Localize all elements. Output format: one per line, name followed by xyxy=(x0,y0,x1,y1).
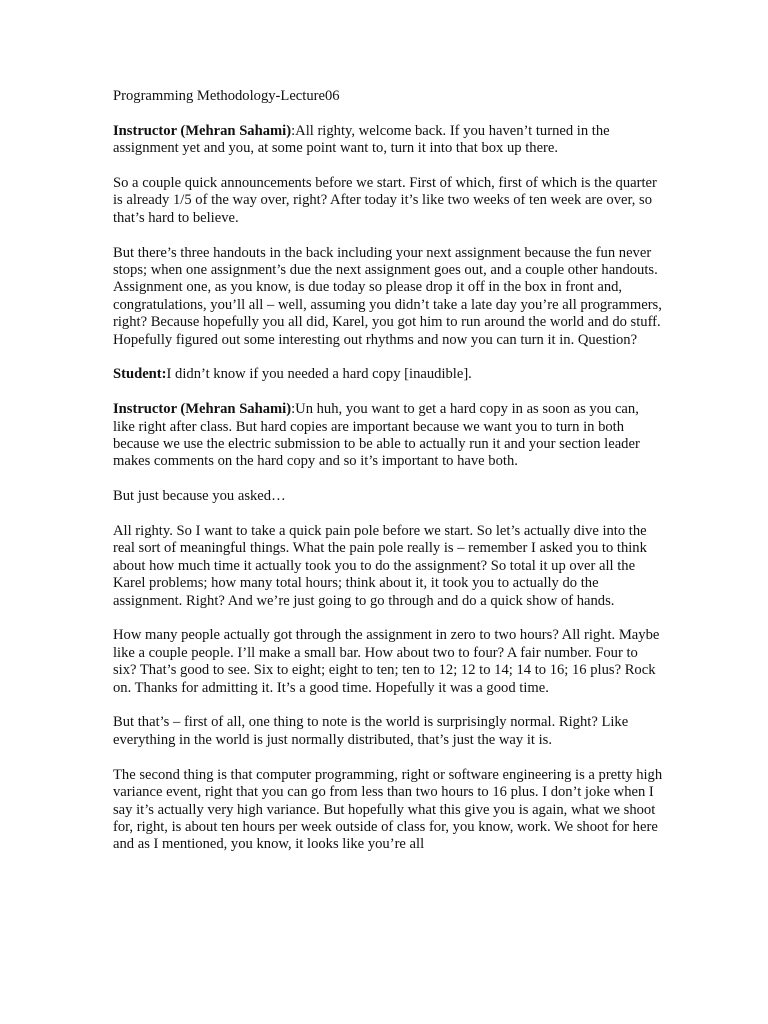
paragraph-8 xyxy=(113,627,663,697)
paragraph-6 xyxy=(113,488,663,505)
paragraph-text: So a couple quick announcements before we start. First of which, first of which is the quarter is already 1/5 of the way over, right? After today it’s like two weeks of ten week are over, so that’s hard to believe. xyxy=(113,175,657,226)
paragraph-10 xyxy=(113,767,663,854)
speaker-label: Instructor (Mehran Sahami) xyxy=(113,122,292,139)
paragraph-text: :Un huh, you want to get a hard copy in as soon as you can, like right after class. But hard copies are important because we want you to turn in both because we use the electric submission to be able to actually run it and your section leader makes comments on the hard copy and so it’s important to have both. xyxy=(113,401,640,470)
document-page xyxy=(113,88,663,871)
paragraph-2 xyxy=(113,175,663,227)
paragraph-3 xyxy=(113,245,663,349)
paragraph-1 xyxy=(113,123,663,158)
speaker-label: Instructor (Mehran Sahami) xyxy=(113,401,292,418)
paragraph-text: I didn’t know if you needed a hard copy [inaudible]. xyxy=(166,366,472,383)
paragraph-text: How many people actually got through the assignment in zero to two hours? All right. Maybe like a couple people. I’ll make a small bar. How about two to four? A fair number. Four to six? That’s good to see. Six to eight; eight to ten; ten to 12; 12 to 14; 14 to 16; 16 plus? Rock on. Thanks for admitting it. It’s a good time. Hopefully it was a good time. xyxy=(113,627,660,696)
paragraph-text: :All righty, welcome back. If you haven’t turned in the assignment yet and you, at some point want to, turn it into that box up there. xyxy=(113,122,610,157)
speaker-label: Student: xyxy=(113,366,167,383)
paragraph-text: But there’s three handouts in the back including your next assignment because the fun never stops; when one assignment’s due the next assignment goes out, and a couple other handouts. Assignment one, as you know, is due today so please drop it off in the box in front and, congratulations, you’ll all – well, assuming you didn’t take a late day you’re all programmers, right? Because hopefully you all did, Karel, you got him to run around the world and do stuff. Hopefully figured out some interesting out rhythms and now you can turn it in. Question? xyxy=(113,244,662,348)
paragraph-4 xyxy=(113,366,663,383)
paragraph-5 xyxy=(113,401,663,471)
paragraph-7 xyxy=(113,523,663,610)
paragraph-text: All righty. So I want to take a quick pain pole before we start. So let’s actually dive into the real sort of meaningful things. What the pain pole really is – remember I asked you to think about how much time it actually took you to do the assignment? So total it up over all the Karel problems; how many total hours; think about it, it took you to actually do the assignment. Right? And we’re just going to go through and do a quick show of hands. xyxy=(113,523,647,609)
paragraph-text: But just because you asked… xyxy=(113,488,286,505)
paragraph-9 xyxy=(113,714,663,749)
paragraph-text: The second thing is that computer programming, right or software engineering is a pretty high variance event, right that you can go from less than two hours to 16 plus. I don’t joke when I say it’s actually very high variance. But hopefully what this give you is again, what we shoot for, right, is about ten hours per week outside of class for, you know, work. We shoot for here and as I mentioned, you know, it looks like you’re all xyxy=(113,766,663,853)
document-title: Programming Methodology-Lecture06 xyxy=(113,88,340,104)
paragraph-text: But that’s – first of all, one thing to note is the world is surprisingly normal. Right? Like everything in the world is just normally distributed, that’s just the way it is. xyxy=(113,714,629,748)
